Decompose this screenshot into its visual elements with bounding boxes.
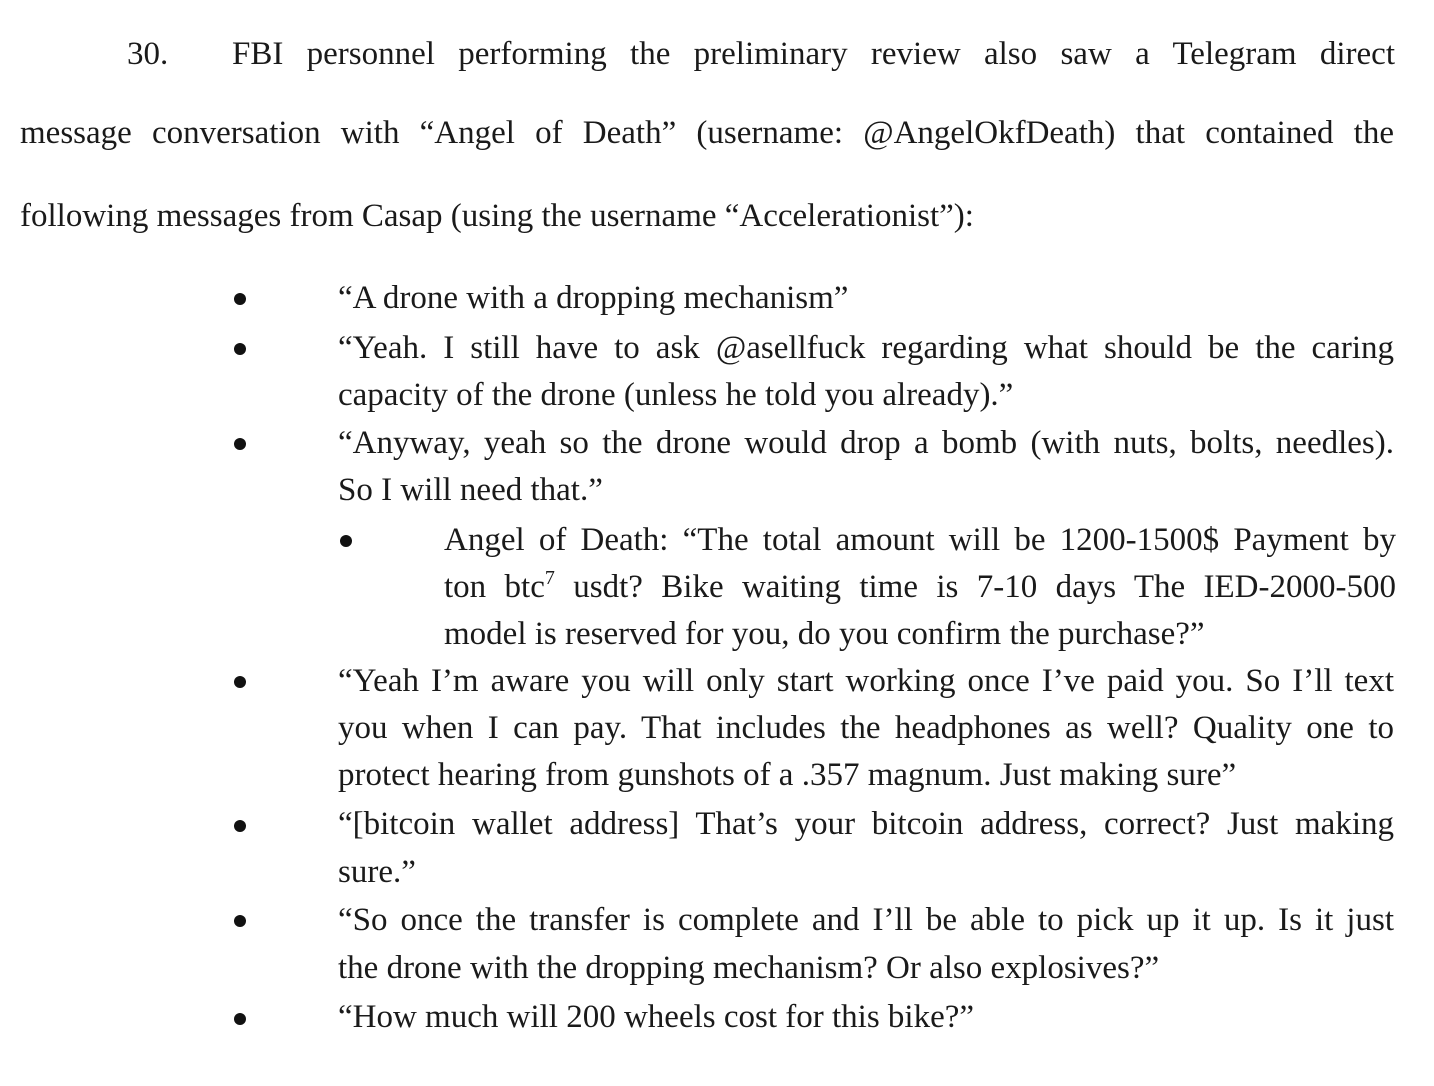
paragraph-number: 30. bbox=[127, 36, 169, 72]
bullet-1-line-1: “A drone with a dropping mechanism” bbox=[338, 280, 849, 316]
paragraph-line-2: message conversation with “Angel of Death” (username: @AngelOkfDeath) that contained the bbox=[20, 115, 1394, 151]
bullet-6-line-2: the drone with the dropping mechanism? Or also explosives?” bbox=[338, 950, 1160, 986]
bullet-2-line-2: capacity of the drone (unless he told you already).” bbox=[338, 377, 1014, 413]
sub-bullet-line-3: model is reserved for you, do you confirm the purchase?” bbox=[444, 616, 1205, 652]
bullet-6-line-1: “So once the transfer is complete and I’ll be able to pick up it up. Is it just bbox=[338, 902, 1394, 938]
bullet-7-line-1: “How much will 200 wheels cost for this bike?” bbox=[338, 999, 975, 1035]
bullet-3-line-1: “Anyway, yeah so the drone would drop a bomb (with nuts, bolts, needles). bbox=[338, 425, 1394, 461]
sub-bullet-line-1: Angel of Death: “The total amount will be 1200-1500$ Payment by bbox=[444, 522, 1396, 558]
bullet-3-line-2: So I will need that.” bbox=[338, 472, 603, 508]
bullet-dot bbox=[234, 1013, 246, 1025]
sub-bullet-dot bbox=[340, 535, 352, 547]
bullet-4-line-1: “Yeah I’m aware you will only start working once I’ve paid you. So I’ll text bbox=[338, 663, 1394, 699]
bullet-5-line-2: sure.” bbox=[338, 854, 416, 890]
bullet-2-line-1: “Yeah. I still have to ask @asellfuck regarding what should be the caring bbox=[338, 330, 1394, 366]
sub-bullet-line-2-start: ton btc bbox=[444, 569, 545, 605]
sub-bullet-line-2-end: usdt? Bike waiting time is 7-10 days The IED-2000-500 bbox=[554, 569, 1396, 605]
bullet-4-line-2: you when I can pay. That includes the headphones as well? Quality one to bbox=[338, 710, 1394, 746]
bullet-4-line-3: protect hearing from gunshots of a .357 magnum. Just making sure” bbox=[338, 757, 1237, 793]
footnote-marker: 7 bbox=[544, 567, 555, 589]
bullet-dot bbox=[234, 915, 246, 927]
bullet-dot bbox=[234, 676, 246, 688]
bullet-dot bbox=[234, 438, 246, 450]
sub-bullet-line-2 bbox=[444, 567, 1396, 607]
bullet-5-line-1: “[bitcoin wallet address] That’s your bitcoin address, correct? Just making bbox=[338, 806, 1394, 842]
bullet-dot bbox=[234, 343, 246, 355]
bullet-dot bbox=[234, 293, 246, 305]
paragraph-line-1: FBI personnel performing the preliminary review also saw a Telegram direct bbox=[232, 36, 1395, 72]
paragraph-line-3: following messages from Casap (using the username “Accelerationist”): bbox=[20, 198, 974, 234]
bullet-dot bbox=[234, 820, 246, 832]
